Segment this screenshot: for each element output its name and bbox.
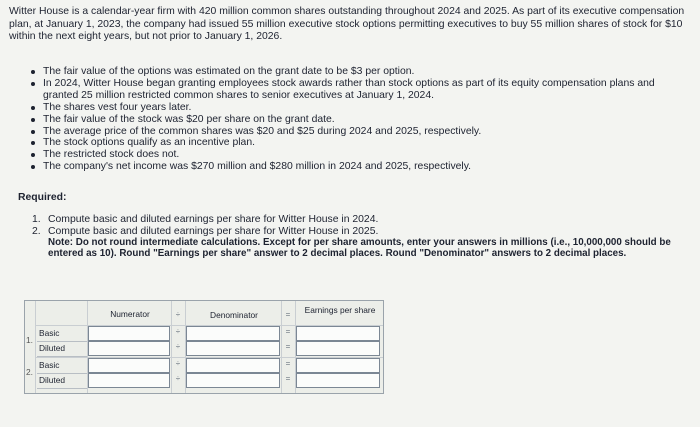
eps-header: Earnings per share [304,305,376,315]
problem-intro: Witter House is a calendar-year firm with 420 million common shares outstanding throughout 2024 and 2025. As part of its executive compensation plan, at January 1, 2023, the company had issued 55 million executive stock options permitting executives to buy 55 million shares of stock for $10 within the next eight years, but not prior to January 1, 2026. [9,6,685,42]
divide-icon: ÷ [175,374,181,383]
rounding-note: Note: Do not round intermediate calculations. Except for per share amounts, enter your answers in millions (i.e., 10,000,000 should be entered as 10). Round "Earnings per share" answer to 2 decimal places. Round "Denominator" answers to 2 decimal places. [48,237,671,260]
fact-item: The fair value of the stock was $20 per share on the grant date. [30,114,680,126]
row-label-diluted: Diluted [37,373,87,389]
numerator-input[interactable] [88,358,170,373]
step-2 [32,226,682,238]
fact-item: The restricted stock does not. [30,149,680,161]
equals-icon: = [285,342,291,351]
fact-item: The stock options qualify as an incentive plan. [30,137,680,149]
fact-item: The shares vest four years later. [30,102,680,114]
step-number: 1. [32,214,41,225]
required-heading: Required: [18,192,67,203]
eps-answer-table [24,300,384,394]
divide-icon: ÷ [175,327,181,336]
divide-icon: ÷ [175,342,181,351]
numerator-input[interactable] [88,326,170,341]
eps-input[interactable] [296,326,380,341]
row-label-basic: Basic [37,326,87,342]
denominator-input[interactable] [186,326,280,341]
eps-input[interactable] [296,341,380,356]
equals-icon: = [285,327,291,336]
numerator-header: Numerator [110,309,150,319]
divide-icon: ÷ [175,310,181,319]
fact-item: The fair value of the options was estimated on the grant date to be $3 per option. [30,66,680,78]
step-text: Compute basic and diluted earnings per share for Witter House in 2024. [48,214,379,225]
facts-list [30,66,680,173]
equals-icon: = [285,310,291,319]
step-text: Compute basic and diluted earnings per share for Witter House in 2025. [48,225,379,237]
row-label-diluted: Diluted [37,341,87,357]
group-number: 2. [26,367,33,377]
denominator-header: Denominator [210,310,258,320]
fact-item: In 2024, Witter House began granting employees stock awards rather than stock options as part of its equity compensation plans and granted 25 million restricted common shares to senior executives at January 1, 2024. [30,78,680,102]
required-steps [32,214,682,259]
numerator-input[interactable] [88,373,170,388]
equals-icon: = [285,359,291,368]
denominator-input[interactable] [186,341,280,356]
row-label-basic: Basic [37,358,87,374]
numerator-input[interactable] [88,341,170,356]
denominator-input[interactable] [186,373,280,388]
eps-input[interactable] [296,358,380,373]
group-number: 1. [26,335,33,345]
step-1 [32,214,682,226]
fact-item: The average price of the common shares was $20 and $25 during 2024 and 2025, respectively. [30,126,680,138]
step-number: 2. [32,225,41,237]
equals-icon: = [285,374,291,383]
divide-icon: ÷ [175,359,181,368]
fact-item: The company's net income was $270 million and $280 million in 2024 and 2025, respectively. [30,161,680,173]
denominator-input[interactable] [186,358,280,373]
eps-input[interactable] [296,373,380,388]
